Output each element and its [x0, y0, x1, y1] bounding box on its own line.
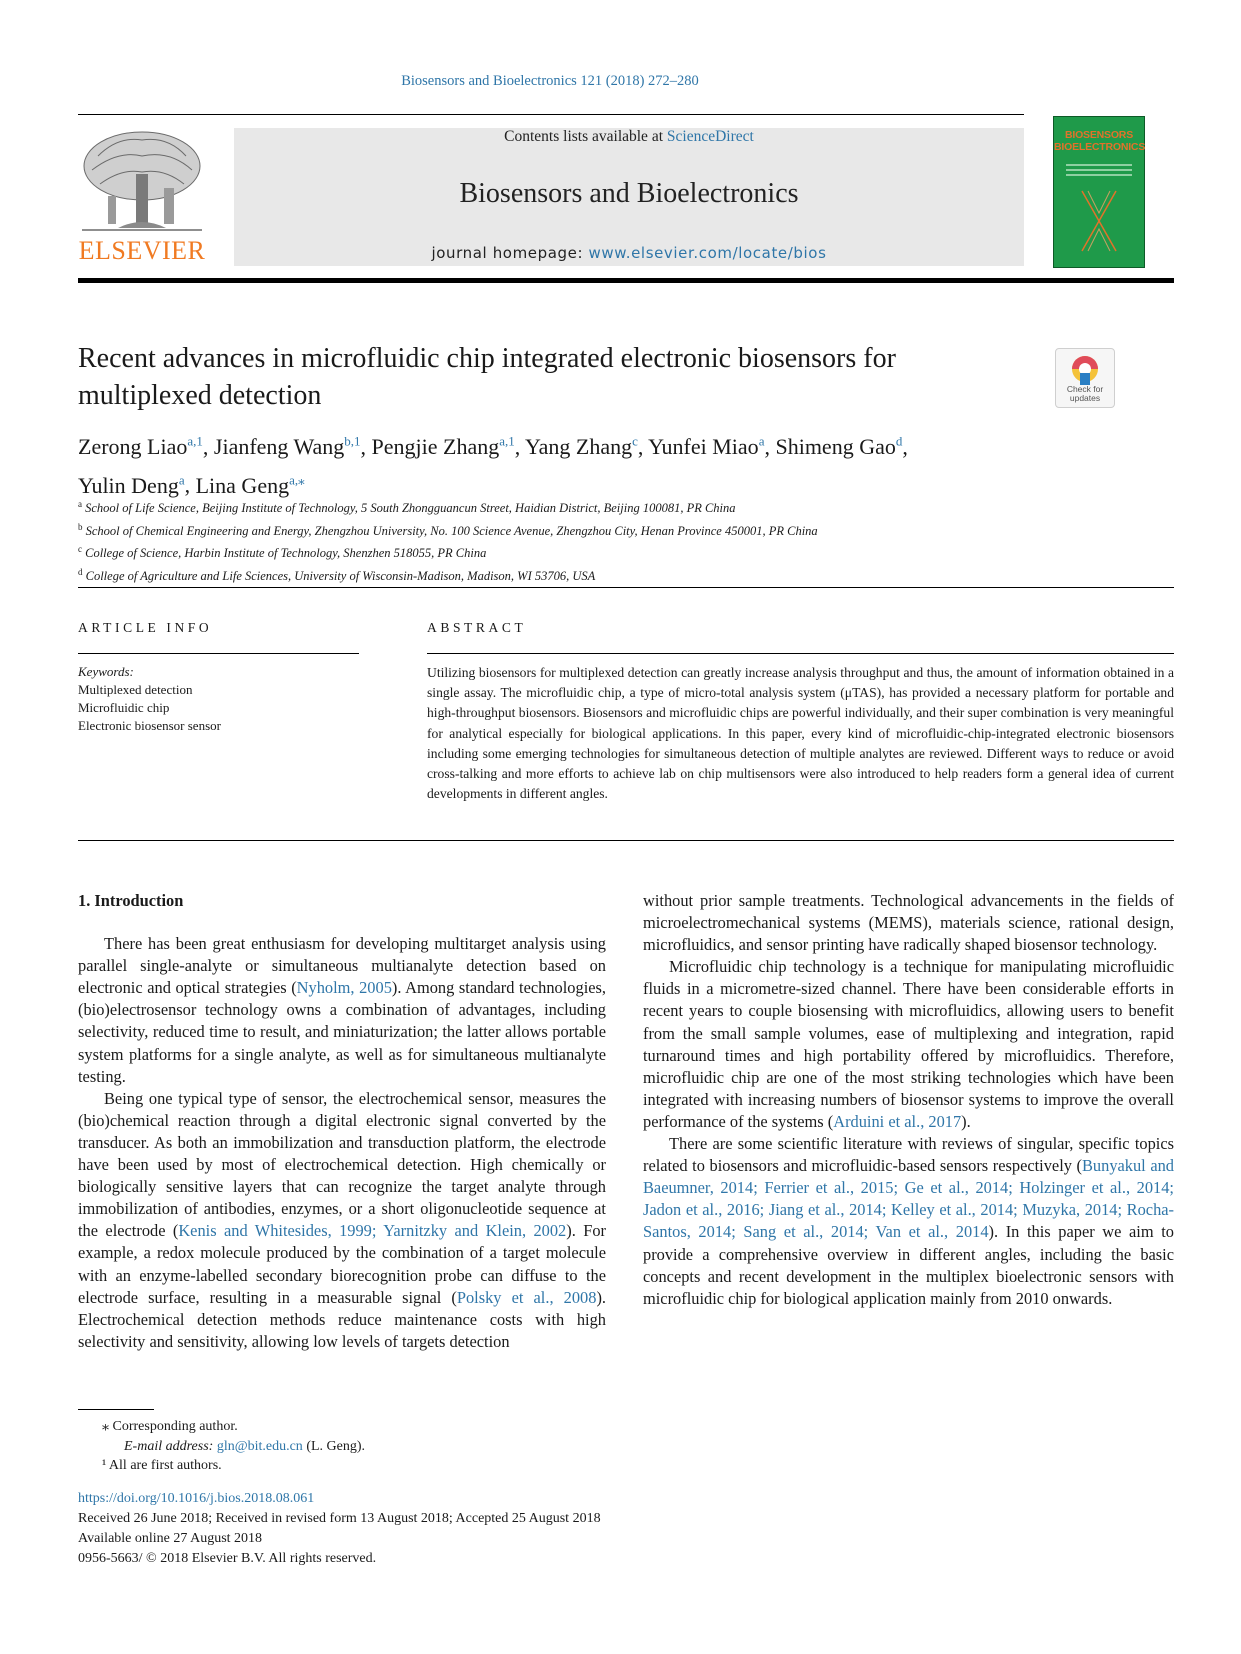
- author[interactable]: Yulin Deng$^a$: [78, 472, 185, 498]
- received-dates: Received 26 June 2018; Received in revised form 13 August 2018; Accepted 25 August 2018: [78, 1511, 601, 1526]
- author-affiliation-mark[interactable]: a,1: [187, 434, 203, 449]
- keyword-item: Microfluidic chip: [78, 700, 170, 715]
- citation-link[interactable]: Kenis and Whitesides, 1999; Yarnitzky and Klein, 2002: [178, 1221, 567, 1241]
- affiliation-item: $^a$ School of Life Science, Beijing Institute of Technology, 5 South Zhongguancun Street, Haidian District, Beijing 100081, PR China: [78, 499, 736, 516]
- check-text-line-2: updates: [1069, 393, 1101, 403]
- header-thick-rule: [78, 278, 1174, 283]
- article-info-heading: ARTICLE INFO: [78, 620, 213, 635]
- footnote-rule: [78, 1409, 154, 1410]
- citation-link[interactable]: Nyholm, 2005: [296, 978, 392, 998]
- publication-info: [78, 1489, 878, 1569]
- section-divider: [78, 840, 1174, 841]
- body-paragraph-continued: without prior sample treatments. Technological advancements in the fields of microelectromechanical systems (MEMS), materials science, rational design, microfluidics, and sensor printing have radically shaped biosensor technology.: [643, 891, 1174, 955]
- first-authors-note: ¹ All are first authors.: [102, 1458, 222, 1473]
- citation-link[interactable]: Polsky et al., 2008: [456, 1287, 597, 1307]
- elsevier-tree-icon: [78, 126, 206, 234]
- keyword-item: Multiplexed detection: [78, 682, 193, 697]
- check-for-updates-badge[interactable]: [1055, 348, 1115, 408]
- body-paragraph: There are some scientific literature with reviews of singular, specific topics related to biosensors and microfluidic-based sensors respectively (Bunyakul and Baeumner, 2014; Ferrier et al., 2015; Ge et al., 2014; Holzinger et al., 2014; Jadon et al., 2016; Jiang et al., 2014; Kelley et al., 2014; Muzyka, 2014; Rocha-Santos, 2014; Sang et al., 2014; Van et al., 2014). In this paper we aim to provide a comprehensive overview in different angles, including the basic concepts and recent development in the multiplex bioelectronic sensors with microfluidic chip for biological application mainly from 2010 onwards.: [643, 1134, 1174, 1308]
- elsevier-logo: [78, 126, 206, 266]
- available-online: Available online 27 August 2018: [78, 1531, 263, 1546]
- body-column-right: [643, 890, 1174, 1310]
- affiliation-item: $^c$ College of Science, Harbin Institute of Technology, Shenzhen 518055, PR China: [78, 544, 487, 561]
- journal-cover-thumbnail[interactable]: [1053, 116, 1145, 268]
- affiliation-item: $^b$ School of Chemical Engineering and Energy, Zhengzhou University, No. 100 Science Avenue, Zhengzhou City, Henan Province 450001, PR China: [78, 521, 818, 538]
- author-affiliation-mark[interactable]: b,1: [344, 434, 361, 449]
- email-link[interactable]: gln@bit.edu.cn: [216, 1438, 303, 1454]
- body-column-left: [78, 890, 606, 1353]
- author[interactable]: Yunfei Miao$^a$: [648, 434, 765, 460]
- section-heading-introduction: 1. Introduction: [78, 891, 184, 910]
- citation-link[interactable]: Bunyakul and Baeumner, 2014; Ferrier et al., 2015; Ge et al., 2014; Holzinger et al., 2014; Jadon et al., 2016; Jiang et al., 2014; Kelley et al., 2014; Muzyka, 2014; Rocha-Santos, 2014; Sang et al., 2014; Van et al., 2014: [643, 1156, 1174, 1242]
- journal-name: Biosensors and Bioelectronics: [459, 178, 799, 209]
- author-affiliation-mark[interactable]: a: [758, 434, 765, 449]
- abstract-rule: [427, 653, 1174, 654]
- author-list: Zerong Liao$^{a,1}$, Jianfeng Wang$^{b,1}$, Pengjie Zhang$^{a,1}$, Yang Zhang$^c$, Yunfei Miao$^a$, Shimeng Gao$^d$, Yulin Deng$^a$, Lina Geng$^{a,⁎}$: [78, 434, 908, 498]
- check-updates-icon: [1056, 353, 1114, 387]
- header-rule: [78, 114, 1024, 115]
- journal-reference[interactable]: Biosensors and Bioelectronics 121 (2018) 272–280: [401, 73, 699, 89]
- author[interactable]: Shimeng Gao$^d$: [775, 434, 903, 460]
- cover-title: [1054, 129, 1144, 153]
- keyword-item: Electronic biosensor sensor: [78, 718, 221, 733]
- keywords-label: Keywords:: [78, 664, 134, 679]
- contents-line: [234, 128, 1024, 146]
- homepage-link[interactable]: www.elsevier.com/locate/bios: [588, 244, 827, 262]
- cover-subtitle-lines: [1066, 161, 1132, 179]
- email-note: E-mail address: gln@bit.edu.cn (L. Geng).: [124, 1438, 366, 1454]
- body-paragraph: Being one typical type of sensor, the electrochemical sensor, measures the (bio)chemical reaction through a digital electronic signal converted by the transducer. As both an immobilization and transduction platform, the electrode have been used by most of electrochemical detection. High chemically or biologically sensitive layers that can recognize the target analyte through immobilization of antibodies, enzymes, or a short oligonucleotide sequence at the electrode (Kenis and Whitesides, 1999; Yarnitzky and Klein, 2002). For example, a redox molecule produced by the combination of a target molecule with an enzyme-labelled secondary biorecognition probe can diffuse to the electrode surface, resulting in a measurable signal (Polsky et al., 2008). Electrochemical detection methods reduce maintenance costs with high selectivity and sensitivity, allowing low levels of targets detection: [78, 1088, 606, 1351]
- cover-title-line-2: BIOELECTRONICS: [1054, 141, 1146, 153]
- author[interactable]: Lina Geng$^{a,⁎}$: [195, 472, 305, 498]
- article-info-rule: [78, 653, 359, 654]
- author-affiliation-mark[interactable]: d: [895, 434, 903, 449]
- author-affiliation-mark[interactable]: a,⁎: [289, 472, 305, 488]
- elsevier-wordmark: ELSEVIER: [78, 236, 206, 265]
- author[interactable]: Zerong Liao$^{a,1}$: [78, 434, 203, 460]
- affiliation-item: $^d$ College of Agriculture and Life Sciences, University of Wisconsin-Madison, Madison, WI 53706, USA: [78, 566, 596, 584]
- article-title: Recent advances in microfluidic chip integrated electronic biosensors for multiplexed detection: [78, 343, 896, 411]
- abstract-text: Utilizing biosensors for multiplexed detection can greatly increase analysis throughput and thus, the amount of information obtained in a single assay. The microfluidic chip, a type of micro-total analysis system (μTAS), has provided a necessary platform for portable and high-throughput biosensors. Biosensors and microfluidic chips are powerful individually, and their super combination is very meaningful for analytical especially for biological applications. In this paper, every kind of microfluidic-chip-integrated electronic biosensors including some emerging technologies for simultaneous detection of multiple analytes are reviewed. Different ways to reduce or avoid cross-talking and more efforts to achieve lab on chip multisensors were also introduced to help readers form a general idea of current developments in different angles.: [427, 665, 1174, 802]
- check-text-line-1: Check for: [1066, 384, 1104, 394]
- journal-banner: [234, 128, 1024, 266]
- affiliations: [78, 495, 1138, 586]
- keywords-block: [78, 663, 378, 735]
- corresponding-author-note: ⁎ Corresponding author.: [102, 1419, 238, 1434]
- citation-link[interactable]: Arduini et al., 2017: [833, 1111, 962, 1131]
- section-divider: [78, 587, 1174, 588]
- homepage-line: [234, 244, 1024, 262]
- author-affiliation-mark[interactable]: c: [632, 434, 638, 449]
- author[interactable]: Pengjie Zhang$^{a,1}$: [371, 434, 515, 460]
- check-for-updates-text: [1056, 385, 1114, 403]
- body-paragraph: Microfluidic chip technology is a technique for manipulating microfluidic fluids in a micrometre-sized channel. There have been considerable efforts in recent years to couple biosensing with microfluidics, allowing users to benefit from the small sample volumes, ease of multiplexing and integration, rapid turnaround times and high portability offered by microfluidics. Therefore, microfluidic chip are one of the most striking technologies which have been integrated with increasing numbers of biosensor systems to improve the overall performance of the systems (Arduini et al., 2017).: [643, 957, 1174, 1131]
- doi-link[interactable]: https://doi.org/10.1016/j.bios.2018.08.061: [78, 1491, 315, 1506]
- author-affiliation-mark[interactable]: a,1: [499, 434, 515, 449]
- author-affiliation-mark[interactable]: a: [178, 472, 185, 488]
- cover-title-line-1: BIOSENSORS: [1064, 129, 1133, 141]
- author[interactable]: Jianfeng Wang$^{b,1}$: [213, 434, 361, 460]
- cover-graphic-icon: [1054, 181, 1144, 261]
- homepage-prefix: journal homepage:: [431, 244, 589, 262]
- copyright: 0956-5663/ © 2018 Elsevier B.V. All rights reserved.: [78, 1551, 377, 1566]
- body-paragraph: There has been great enthusiasm for developing multitarget analysis using parallel single-analyte or simultaneous multianalyte detection based on electronic and optical strategies (Nyholm, 2005). Among standard technologies, (bio)electrosensor technology owns a combination of advantages, including selectivity, reduced time to result, and miniaturization; the latter allows portable system platforms for a single analyte, as well as for simultaneous multianalyte testing.: [78, 934, 607, 1086]
- sciencedirect-link[interactable]: ScienceDirect: [666, 128, 754, 145]
- contents-prefix: Contents lists available at: [504, 128, 667, 145]
- author[interactable]: Yang Zhang$^c$: [524, 434, 638, 460]
- abstract-heading: ABSTRACT: [427, 620, 527, 635]
- footnotes: [78, 1417, 678, 1476]
